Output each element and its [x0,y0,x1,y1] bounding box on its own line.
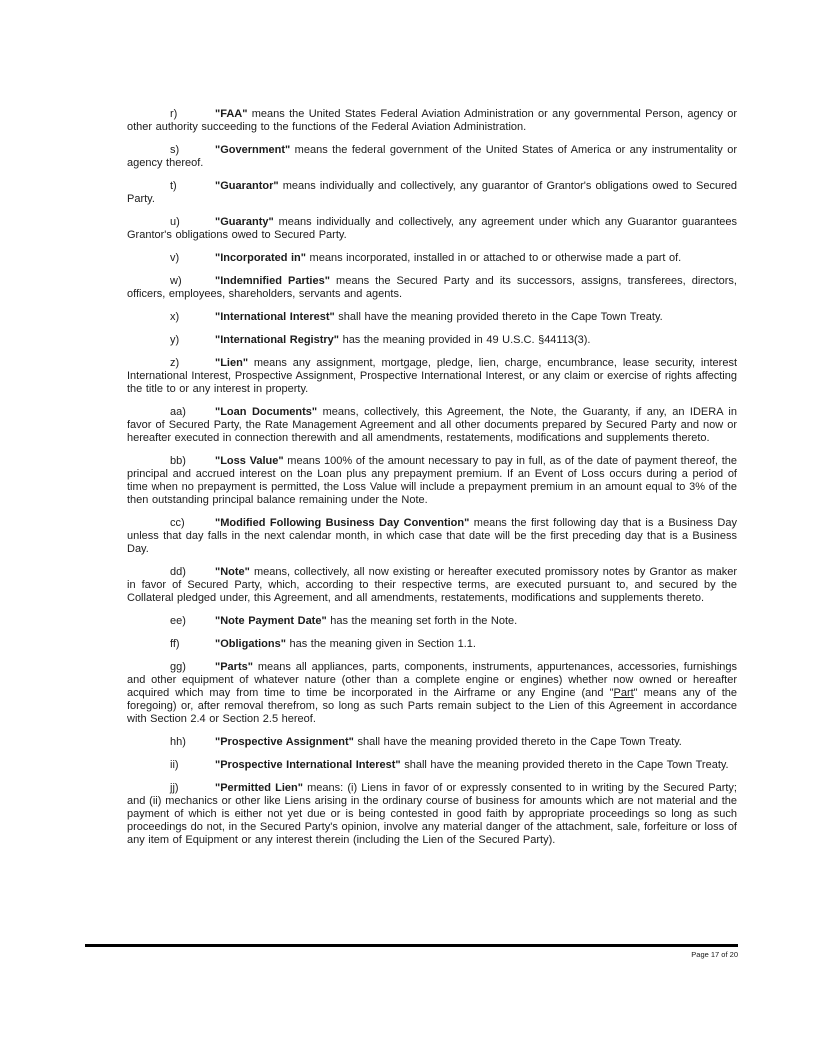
definition-body: shall have the meaning provided thereto in the Cape Town Treaty. [400,759,729,771]
definition-term: "Incorporated in" [215,252,306,264]
definition-paragraph [127,736,737,749]
definition-label: aa) [170,406,186,418]
definition-paragraph [127,334,737,347]
definition-body: means the first following day that is a Business Day unless that day falls in the next calendar month, in which case that date will be the first preceding day that is a Business Day. [127,517,737,555]
definition-body: " means any of the foregoing) or, after removal therefrom, so long as such Parts remain subject to the Lien of this Agreement in accordance with Section 2.4 or Section 2.5 hereof. [127,687,737,725]
definition-paragraph [127,216,737,242]
definition-term: "FAA" [215,108,248,120]
definition-label: r) [170,108,178,120]
definition-label: v) [170,252,180,264]
definition-body: means 100% of the amount necessary to pay in full, as of the date of payment thereof, the principal and accrued interest on the Loan plus any prepayment premium. If an Event of Loss occurs during a period of time when no prepayment is permitted, the Loss Value will include a prepayment premium in an amount equal to 3% of the then outstanding principal balance remaining under the Note. [127,455,737,506]
definition-body: has the meaning provided in 49 U.S.C. §44113(3). [339,334,591,346]
definition-label: u) [170,216,180,228]
definition-paragraph [127,311,737,324]
definition-paragraph [127,406,737,445]
definition-body: shall have the meaning provided thereto in the Cape Town Treaty. [334,311,663,323]
definition-label: w) [170,275,182,287]
definition-term: "Permitted Lien" [215,782,303,794]
definition-body-underlined: Part [613,687,634,699]
definition-term: "Guaranty" [215,216,274,228]
definition-body: means all appliances, parts, components, instruments, appurtenances, accessories, furnishings and other equipment of whatever nature (other than a complete engine or engines) whether now owned or hereafter acquired which may from time to time be incorporated in the Airframe or any Engine (and " [127,661,737,699]
definition-body: has the meaning set forth in the Note. [326,615,518,627]
definition-body: shall have the meaning provided thereto in the Cape Town Treaty. [353,736,682,748]
definition-term: "Prospective International Interest" [215,759,401,771]
definitions-list [127,108,737,857]
definition-label: ee) [170,615,186,627]
definition-label: bb) [170,455,186,467]
definition-label: hh) [170,736,186,748]
definition-term: "International Interest" [215,311,335,323]
definition-label: ff) [170,638,180,650]
definition-paragraph [127,455,737,507]
footer-divider-rule [85,944,738,947]
definition-label: cc) [170,517,185,529]
definition-paragraph [127,517,737,556]
definition-term: "Obligations" [215,638,286,650]
definition-paragraph [127,782,737,847]
definition-term: "Note" [215,566,250,578]
definition-body: means individually and collectively, any guarantor of Grantor's obligations owed to Secured Party. [127,180,737,205]
definition-body: means the Secured Party and its successors, assigns, transferees, directors, officers, employees, shareholders, servants and agents. [127,275,737,300]
definition-paragraph [127,615,737,628]
definition-paragraph [127,252,737,265]
definition-label: jj) [170,782,179,794]
definition-paragraph [127,638,737,651]
definition-term: "Loss Value" [215,455,284,467]
definition-body: means the federal government of the United States of America or any instrumentality or agency thereof. [127,144,737,169]
definition-body: has the meaning given in Section 1.1. [285,638,476,650]
definition-paragraph [127,566,737,605]
footer-page-label: Page 17 of 20 [691,950,738,959]
definition-paragraph [127,180,737,206]
definition-term: "International Registry" [215,334,340,346]
definition-label: t) [170,180,177,192]
definition-term: "Note Payment Date" [215,615,327,627]
definition-term: "Indemnified Parties" [215,275,330,287]
definition-body: means individually and collectively, any agreement under which any Guarantor guarantees Grantor's obligations owed to Secured Party. [127,216,737,241]
definition-term: "Lien" [215,357,249,369]
definition-paragraph [127,759,737,772]
definition-body: means, collectively, all now existing or hereafter executed promissory notes by Grantor as maker in favor of Secured Party, which, according to their respective terms, are executed pursuant to, and secured by the Collateral pledged under, this Agreement, and all amendments, restatements, modifications and supplements thereto. [127,566,737,604]
definition-paragraph [127,275,737,301]
definition-body: means any assignment, mortgage, pledge, lien, charge, encumbrance, lease security, interest International Interest, Prospective Assignment, Prospective International Interest, or any claim or exercise of rights affecting the title to or any interest in property. [127,357,737,395]
definition-label: z) [170,357,180,369]
definition-label: y) [170,334,180,346]
definition-paragraph [127,661,737,726]
definition-term: "Parts" [215,661,253,673]
definition-term: "Government" [215,144,291,156]
definition-paragraph [127,357,737,396]
definition-body: means incorporated, installed in or attached to or otherwise made a part of. [306,252,682,264]
definition-term: "Modified Following Business Day Convention" [215,517,470,529]
definition-term: "Prospective Assignment" [215,736,354,748]
definition-body: means the United States Federal Aviation Administration or any governmental Person, agency or other authority succeeding to the functions of the Federal Aviation Administration. [127,108,737,133]
definition-term: "Guarantor" [215,180,279,192]
definition-label: x) [170,311,180,323]
definition-label: s) [170,144,180,156]
definition-label: dd) [170,566,186,578]
definition-label: ii) [170,759,179,771]
definition-label: gg) [170,661,186,673]
definition-body: means, collectively, this Agreement, the Note, the Guaranty, if any, an IDERA in favor of Secured Party, the Rate Management Agreement and all other documents prepared by Secured Party and now or hereafter executed in connection therewith and all amendments, restatements, modifications and supplements thereto. [127,406,737,444]
definition-term: "Loan Documents" [215,406,318,418]
definition-body: means: (i) Liens in favor of or expressly consented to in writing by the Secured Party; and (ii) mechanics or other like Liens arising in the ordinary course of business for amounts which are not material and the payment of which is either not yet due or is being contested in good faith by appropriate proceedings so long as such proceedings do not, in the Secured Party's opinion, involve any material danger of the attachment, sale, forfeiture or loss of any item of Equipment or any interest therein (including the Lien of the Secured Party). [127,782,737,846]
definition-paragraph [127,108,737,134]
definition-paragraph [127,144,737,170]
